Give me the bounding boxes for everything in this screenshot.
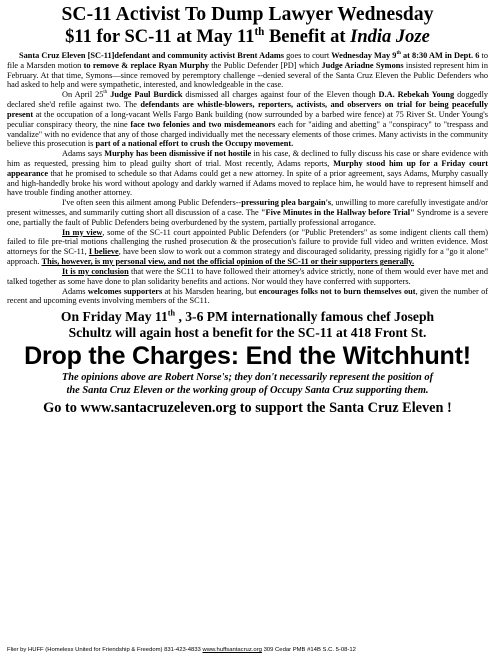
benefit-ordinal-suffix: th: [167, 308, 176, 318]
headline-line-2: [7, 26, 488, 48]
huff-website-link[interactable]: www.huffsantacruz.org: [202, 647, 262, 653]
emphasis-text: Murphy has been dismissive if not hostile: [104, 149, 252, 159]
emphasis-text: at 8:30 AM in Dept. 6: [400, 51, 480, 60]
text-run: , some of the SC-11 court appointed Public Defenders (or "Public Pretenders" as some indigent clients call them) failed to file pre-trial motions challenging the rushed prosecution & the prosecution's failure to provide full video and written evidence. Most attorneys for the SC-11,: [7, 227, 488, 257]
emphasis-text: th: [396, 51, 401, 57]
website-callout: [7, 399, 488, 417]
emphasis-text: Murphy stood him up for a Friday court appearance: [7, 158, 489, 178]
emphasis-text: In my view: [62, 227, 103, 237]
text-run: doggedly declared she'd refile against two. The: [7, 90, 489, 110]
headline-ordinal-suffix: th: [254, 25, 265, 38]
article-paragraph: [7, 198, 488, 227]
emphasis-text: This, however, is my personal view, and not the official opinion of the SC-11 or their supporters generally.: [41, 257, 415, 267]
article-paragraph: [7, 228, 488, 267]
santacruzeleven-link[interactable]: www.santacruzeleven.org: [80, 399, 237, 416]
headline-line-1: SC-11 Activist To Dump Lawyer Wednesday: [61, 4, 434, 25]
emphasis-text: pressuring plea bargain's: [241, 198, 332, 208]
text-run: Syndrome is a severe one, partially the fault of Public Defenders being overburdened by the system, partially professional arrogance.: [7, 208, 489, 227]
emphasis-text: Judge Paul Burdick: [110, 90, 183, 100]
disclaimer-line-2: the Santa Cruz Eleven or the working group of Occupy Santa Cruz supporting them.: [66, 384, 429, 396]
text-run: each for "aiding and abetting" a "conspiracy" to "trespass and vandalize" with no evidence that any of those charged individually met the necessary elements of those crimes. Many activists in the community believe this prosecution is: [7, 119, 488, 149]
headline-venue: India Joze: [350, 27, 430, 47]
emphasis-text: th: [103, 90, 108, 96]
article-paragraph: [7, 90, 488, 149]
emphasis-text: Santa Cruz Eleven [SC-11]defendant and community activist Brent Adams: [19, 51, 284, 60]
text-run: in his case, & declined to fully discuss his case or share evidence with him as requested, pressing him to plead guilty short of trial. Most recently, Adams reports,: [7, 149, 488, 168]
article-paragraph: [7, 287, 488, 307]
article-body: [7, 51, 488, 306]
text-run: Adams says: [62, 149, 105, 159]
text-run: I've often seen this ailment among Public Defenders--: [62, 198, 242, 208]
article-paragraph: [7, 51, 488, 90]
emphasis-text: Wednesday May 9: [331, 51, 397, 60]
emphasis-text: It is my conclusion: [62, 266, 129, 276]
text-run: , unwilling to more carefully investigate and/or present witnesses, and summarily cutting short all discussion of a case. The: [7, 198, 489, 217]
emphasis-text: welcomes supporters: [87, 286, 163, 296]
emphasis-text: part of a national effort to crush the Occupy movement.: [95, 139, 294, 149]
emphasis-text: face two felonies and two misdemeanors: [130, 119, 276, 129]
benefit-announcement: [7, 309, 488, 341]
emphasis-text: to remove & replace Ryan Murphy: [83, 60, 209, 70]
website-callout-end: to support the Santa Cruz Eleven !: [236, 399, 452, 416]
website-callout-start: Go to: [43, 399, 81, 416]
benefit-line-2: Schultz will again host a benefit for the SC-11 at 418 Front St.: [68, 325, 427, 341]
text-run: at the occupation of a long-vacant Wells Fargo Bank building (now surrounded by a barbed wire fence) at 75 River St. Under Young's peculiar conspiracy theory, the nine: [7, 109, 488, 129]
text-run: , have been slow to work out a common strategy and discouraged solidarity, pressing rigidly for a "go it alone" approach.: [7, 247, 488, 267]
text-run: Adams: [62, 286, 88, 296]
article-paragraph: [7, 149, 488, 198]
text-run: dismissed all charges against four of the Eleven though: [182, 90, 379, 100]
headline-line-2-middle: Benefit at: [264, 27, 351, 47]
text-run: at his Marsden hearing, but: [162, 286, 259, 296]
benefit-line-1: [7, 309, 488, 325]
text-run: that he promised to schedule so that Adams could get a new attorney. In spite of a prior agreement, says Adams, Murphy casually and high-handedly broke his word without apology and darkly warned if Adams moved to replace him, he would have to represent himself and have trouble finding another attorney.: [7, 168, 488, 198]
credit-start: Flier by HUFF (Homeless United for Friendship & Freedom) 831-423-4833: [7, 647, 203, 653]
benefit-line-1-rest: , 3-6 PM internationally famous chef Joseph: [175, 309, 435, 325]
text-run: that were the SC11 to have followed their attorney's advice strictly, none of them would ever have met and talked together as some have done to plan solidarity benefits and actions. Nor would they have conferred with supporters.: [7, 266, 488, 286]
benefit-date: On Friday May 11: [60, 309, 168, 325]
emphasis-text: encourages folks not to burn themselves out: [258, 286, 416, 296]
flier-credit: [7, 647, 488, 654]
credit-end: 309 Cedar PMB #14B S.C. 5-08-12: [261, 647, 356, 653]
text-run: insisted represent him in February. At that time, Symons—since removed by peremptory challenge --denied several of the Santa Cruz Eleven the Public Defenders who had asked to help and were sympathetic, interested, and knowledgeable in the case.: [7, 60, 488, 90]
text-run: the Public Defender [PD] which: [208, 60, 322, 70]
emphasis-text: "Five Minutes in the Hallway before Trial": [260, 208, 415, 217]
emphasis-text: Judge Ariadne Symons: [321, 60, 404, 70]
emphasis-text: I believe: [88, 247, 119, 257]
text-run: On April 25: [62, 90, 104, 100]
emphasis-text: defendants are whistle-blowers, reporters, activists, and observers on trial for being peacefully present: [7, 100, 488, 119]
text-run: to file a Marsden motion: [7, 51, 489, 70]
opinion-disclaimer: [7, 372, 488, 397]
text-run: , given the number of recent and upcoming events involving members of the SC11.: [7, 286, 489, 306]
article-paragraph: [7, 267, 488, 287]
text-run: goes to court: [284, 51, 332, 60]
emphasis-text: D.A. Rebekah Young: [378, 90, 455, 100]
disclaimer-line-1: The opinions above are Robert Norse's; they don't necessarily represent the position of: [61, 372, 434, 384]
headline-line-2-start: $11 for SC-11 at May 11: [65, 27, 255, 47]
slogan: Drop the Charges: End the Witchhunt!: [24, 342, 471, 371]
